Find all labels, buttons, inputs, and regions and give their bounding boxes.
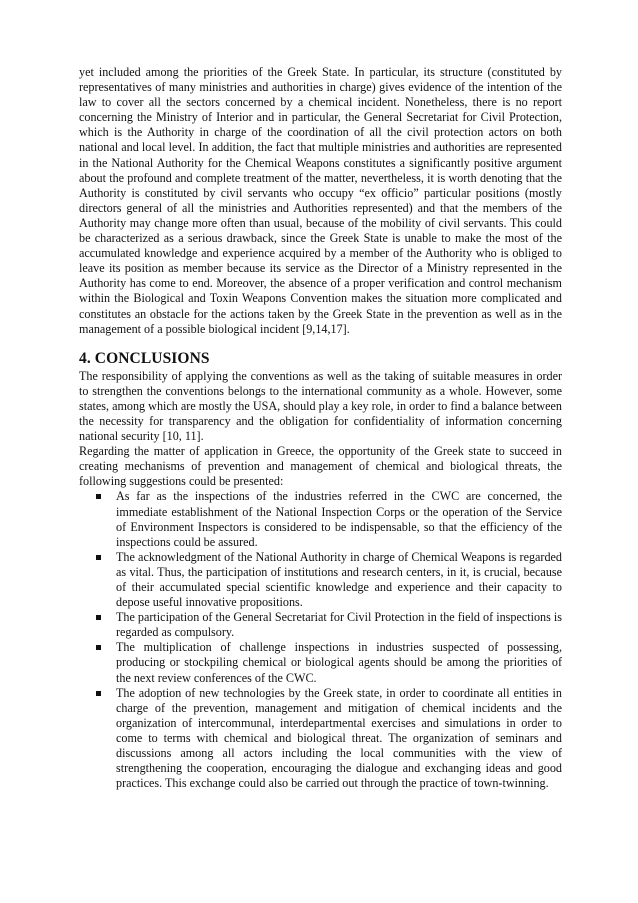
- intro-paragraph: yet included among the priorities of the Greek State. In particular, its structure (constituted by representatives of many ministries and authorities in charge) gives evidence of the intention of the law to cover all the sectors concerned by a chemical incident. Nonetheless, there is no report concerning the Ministry of Interior and in particular, the General Secretariat for Civil Protection, which is the Authority in charge of the coordination of all the civil protection actors on both national and local level. In addition, the fact that multiple ministries and authorities are represented in the National Authority for the Chemical Weapons constitutes a significantly positive argument about the profound and complete treatment of the matter, nevertheless, it is worth denoting that the Authority is constituted by civil servants who occupy “ex officio” particular positions (mostly directors general of all the ministries and Authorities represented) and that the members of the Authority may change more often than usual, because of the mobility of civil servants. This could be characterized as a serious drawback, since the Greek State is unable to make the most of the accumulated knowledge and experience acquired by a member of the Authority who is obliged to leave its position as member because its service as the Director of a Ministry represented in the Authority has come to end. Moreover, the absence of a proper verification and control mechanism within the Biological and Toxin Weapons Convention makes the situation more complicated and constitutes an obstacle for the actions taken by the Greek State in the prevention as well as in the management of a possible biological incident [9,14,17].: [79, 65, 562, 336]
- square-bullet-icon: [96, 555, 101, 560]
- suggestions-list: [79, 489, 562, 791]
- conclusions-heading: 4. CONCLUSIONS: [79, 349, 210, 367]
- conclusions-paragraph-2: Regarding the matter of application in Greece, the opportunity of the Greek state to succeed in creating mechanisms of prevention and management of chemical and biological threats, the following suggestions could be presented:: [79, 444, 562, 489]
- list-item: [79, 489, 562, 549]
- square-bullet-icon: [96, 494, 101, 499]
- list-item-text: The adoption of new technologies by the Greek state, in order to coordinate all entities in charge of the prevention, management and mitigation of chemical incidents and the organization of intercommunal, interdepartmental exercises and simulations in order to come to terms with chemical and biological threat. The organization of seminars and discussions among all actors including the local communities with the view of strengthening the cooperation, encouraging the dialogue and exchanging ideas and good practices. This exchange could also be carried out through the practice of town-twinning.: [116, 685, 562, 791]
- list-item: [79, 640, 562, 685]
- list-item-text: The multiplication of challenge inspections in industries suspected of possessing, producing or stockpiling chemical or biological agents should be among the priorities of the next review conferences of the CWC.: [116, 640, 562, 685]
- list-item-text: The participation of the General Secretariat for Civil Protection in the field of inspections is regarded as compulsory.: [116, 610, 562, 640]
- list-item-text: As far as the inspections of the industries referred in the CWC are concerned, the immediate establishment of the National Inspection Corps or the operation of the Service of Environment Inspectors is considered to be indispensable, so that the efficiency of the inspections could be assured.: [116, 489, 562, 549]
- list-item: [79, 610, 562, 640]
- square-bullet-icon: [96, 691, 101, 696]
- conclusions-paragraph-1: The responsibility of applying the conventions as well as the taking of suitable measures in order to strengthen the conventions belongs to the international community as a whole. However, some states, among which are mostly the USA, should play a key role, in order to find a balance between the necessity for transparency and the obligation for confidentiality of information concerning national security [10, 11].: [79, 368, 562, 444]
- list-item-text: The acknowledgment of the National Authority in charge of Chemical Weapons is regarded as vital. Thus, the participation of institutions and research centers, in it, is crucial, because of their accumulated special scientific knowledge and experience and their capacity to depose useful innovative propositions.: [116, 549, 562, 610]
- document-page: [79, 65, 562, 791]
- square-bullet-icon: [96, 645, 101, 650]
- list-item: [79, 550, 562, 610]
- list-item: [79, 686, 562, 792]
- square-bullet-icon: [96, 615, 101, 620]
